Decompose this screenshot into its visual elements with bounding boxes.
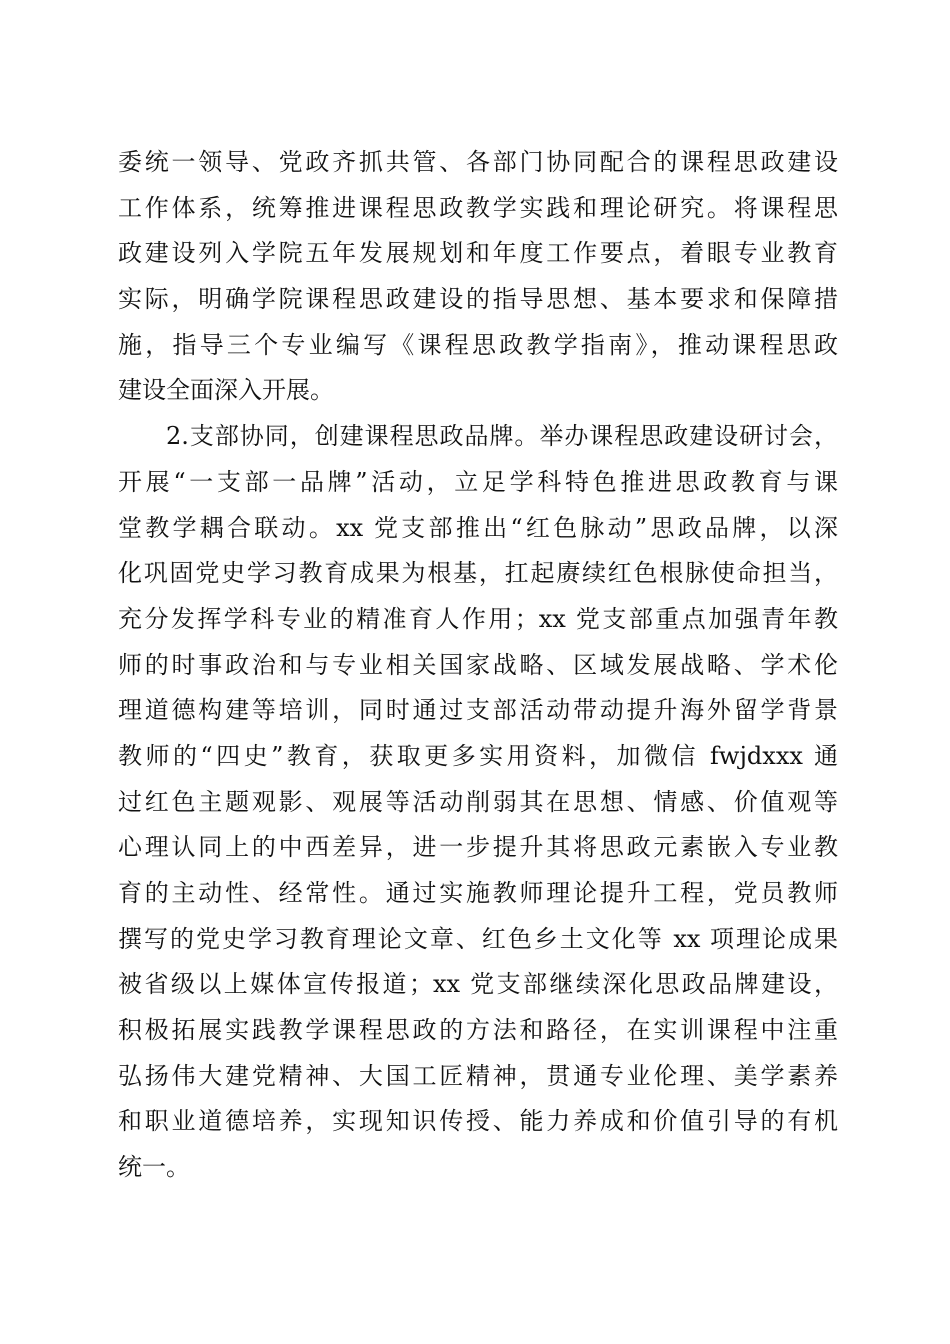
text-line: 理道德构建等培训，同时通过支部活动带动提升海外留学背景 — [118, 696, 838, 725]
text-line: 弘扬伟大建党精神、大国工匠精神，贯通专业伦理、美学素养 — [118, 1061, 838, 1090]
text-line: 心理认同上的中西差异，进一步提升其将思政元素嵌入专业教 — [118, 833, 838, 862]
text-line: 和职业道德培养，实现知识传授、能力养成和价值引导的有机 — [118, 1107, 838, 1136]
text-line: 充分发挥学科专业的精准育人作用；xx 党支部重点加强青年教 — [118, 604, 838, 633]
text-line: 化巩固党史学习教育成果为根基，扛起赓续红色根脉使命担当， — [118, 559, 838, 588]
paragraph-2 — [118, 414, 838, 1191]
text-line: 教师的“四史”教育，获取更多实用资料，加微信 fwjdxxx 通 — [118, 741, 838, 770]
text-line: 2.支部协同，创建课程思政品牌。举办课程思政建设研讨会， — [166, 422, 838, 451]
text-line: 统一。 — [118, 1153, 190, 1182]
text-line: 堂教学耦合联动。xx 党支部推出“红色脉动”思政品牌，以深 — [118, 513, 838, 542]
text-line: 过红色主题观影、观展等活动削弱其在思想、情感、价值观等 — [118, 787, 838, 816]
text-line: 施，指导三个专业编写《课程思政教学指南》，推动课程思政 — [118, 330, 838, 359]
text-line: 工作体系，统筹推进课程思政教学实践和理论研究。将课程思 — [118, 193, 838, 222]
text-line: 育的主动性、经常性。通过实施教师理论提升工程，党员教师 — [118, 879, 838, 907]
text-line: 师的时事政治和与专业相关国家战略、区域发展战略、学术伦 — [118, 650, 838, 679]
text-line: 实际，明确学院课程思政建设的指导思想、基本要求和保障措 — [118, 285, 838, 314]
text-line: 开展“一支部一品牌”活动，立足学科特色推进思政教育与课 — [118, 467, 838, 496]
body-text — [118, 140, 838, 1191]
text-line: 委统一领导、党政齐抓共管、各部门协同配合的课程思政建设 — [118, 148, 838, 176]
text-line: 政建设列入学院五年发展规划和年度工作要点，着眼专业教育 — [118, 239, 838, 268]
paragraph-1 — [118, 140, 838, 414]
text-line: 积极拓展实践教学课程思政的方法和路径，在实训课程中注重 — [118, 1016, 838, 1045]
text-line: 建设全面深入开展。 — [118, 376, 334, 405]
text-line: 撰写的党史学习教育理论文章、红色乡土文化等 xx 项理论成果 — [118, 924, 838, 953]
text-line: 被省级以上媒体宣传报道；xx 党支部继续深化思政品牌建设， — [118, 970, 838, 999]
